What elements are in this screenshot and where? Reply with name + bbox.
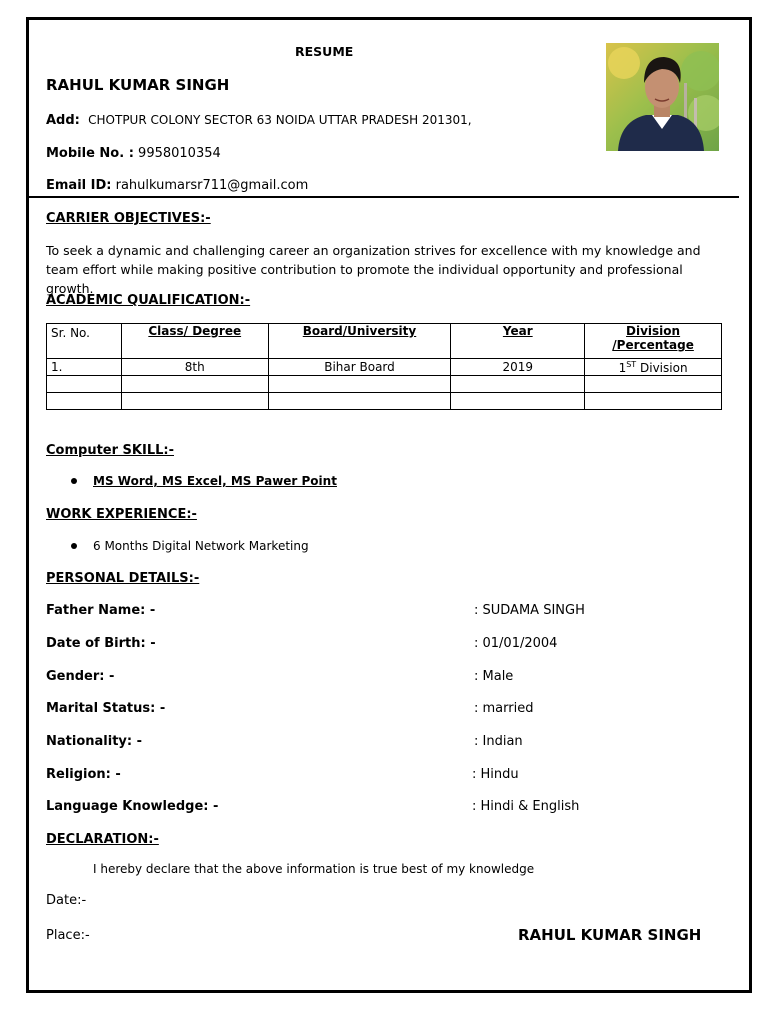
address-line (46, 113, 472, 128)
col-header-year: Year (451, 324, 585, 359)
col-header-class: Class/ Degree (121, 324, 268, 359)
col-header-division-line2: /Percentage (612, 338, 694, 352)
cell-board: Bihar Board (268, 359, 451, 376)
language-label: Language Knowledge: - (46, 799, 219, 814)
dob-value: : 01/01/2004 (474, 636, 558, 651)
profile-photo (606, 43, 719, 151)
marital-status-value: : married (474, 701, 534, 716)
mobile-line (46, 146, 221, 161)
mobile-value: 9958010354 (138, 146, 221, 161)
email-label: Email ID: (46, 178, 112, 193)
work-item: 6 Months Digital Network Marketing (93, 539, 309, 553)
academic-table (46, 323, 722, 410)
email-value: rahulkumarsr711@gmail.com (115, 178, 309, 193)
col-header-board: Board/University (268, 324, 451, 359)
bullet-icon (71, 543, 77, 549)
cell-sr: 1. (47, 359, 122, 376)
date-label: Date:- (46, 893, 87, 908)
resume-title: RESUME (295, 44, 354, 59)
place-label: Place:- (46, 928, 90, 943)
computer-skill-item: MS Word, MS Excel, MS Pawer Point (93, 474, 337, 488)
computer-heading: Computer SKILL:- (46, 443, 174, 458)
work-heading: WORK EXPERIENCE:- (46, 507, 197, 522)
signature-name: RAHUL KUMAR SINGH (518, 926, 702, 944)
candidate-name: RAHUL KUMAR SINGH (46, 76, 230, 94)
table-row (47, 359, 722, 376)
dob-label: Date of Birth: - (46, 636, 156, 651)
nationality-value: : Indian (474, 734, 523, 749)
division-text: Division (636, 360, 688, 375)
cell-year: 2019 (451, 359, 585, 376)
religion-value: : Hindu (472, 767, 519, 782)
language-value: : Hindi & English (472, 799, 580, 814)
address-label: Add: (46, 113, 80, 128)
father-name-value: : SUDAMA SINGH (474, 603, 585, 618)
col-header-sr: Sr. No. (47, 324, 122, 359)
table-header-row (47, 324, 722, 359)
declaration-text: I hereby declare that the above information is true best of my knowledge (93, 862, 535, 876)
table-row-empty (47, 376, 722, 393)
objective-text: To seek a dynamic and challenging career an organization strives for excellence with my knowledge and team effort while making positive contribution to promote the individual opportunity and professional growth. (46, 243, 701, 296)
address-value: CHOTPUR COLONY SECTOR 63 NOIDA UTTAR PRADESH 201301, (88, 113, 472, 127)
cell-class: 8th (121, 359, 268, 376)
declaration-heading: DECLARATION:- (46, 832, 159, 847)
bullet-icon (71, 478, 77, 484)
gender-label: Gender: - (46, 669, 115, 684)
personal-heading: PERSONAL DETAILS:- (46, 571, 200, 586)
mobile-label: Mobile No. : (46, 146, 134, 161)
email-line (46, 178, 308, 193)
objective-heading: CARRIER OBJECTIVES:- (46, 211, 211, 226)
division-number: 1 (618, 360, 627, 375)
father-name-label: Father Name: - (46, 603, 156, 618)
division-superscript: ST (626, 359, 637, 369)
header-divider (28, 196, 739, 198)
gender-value: : Male (474, 669, 514, 684)
cell-division (585, 359, 722, 376)
nationality-label: Nationality: - (46, 734, 143, 749)
col-header-division (585, 324, 722, 359)
marital-status-label: Marital Status: - (46, 701, 166, 716)
religion-label: Religion: - (46, 767, 121, 782)
table-row-empty (47, 393, 722, 410)
academic-heading: ACADEMIC QUALIFICATION:- (46, 293, 251, 308)
col-header-division-line1: Division (626, 324, 681, 338)
